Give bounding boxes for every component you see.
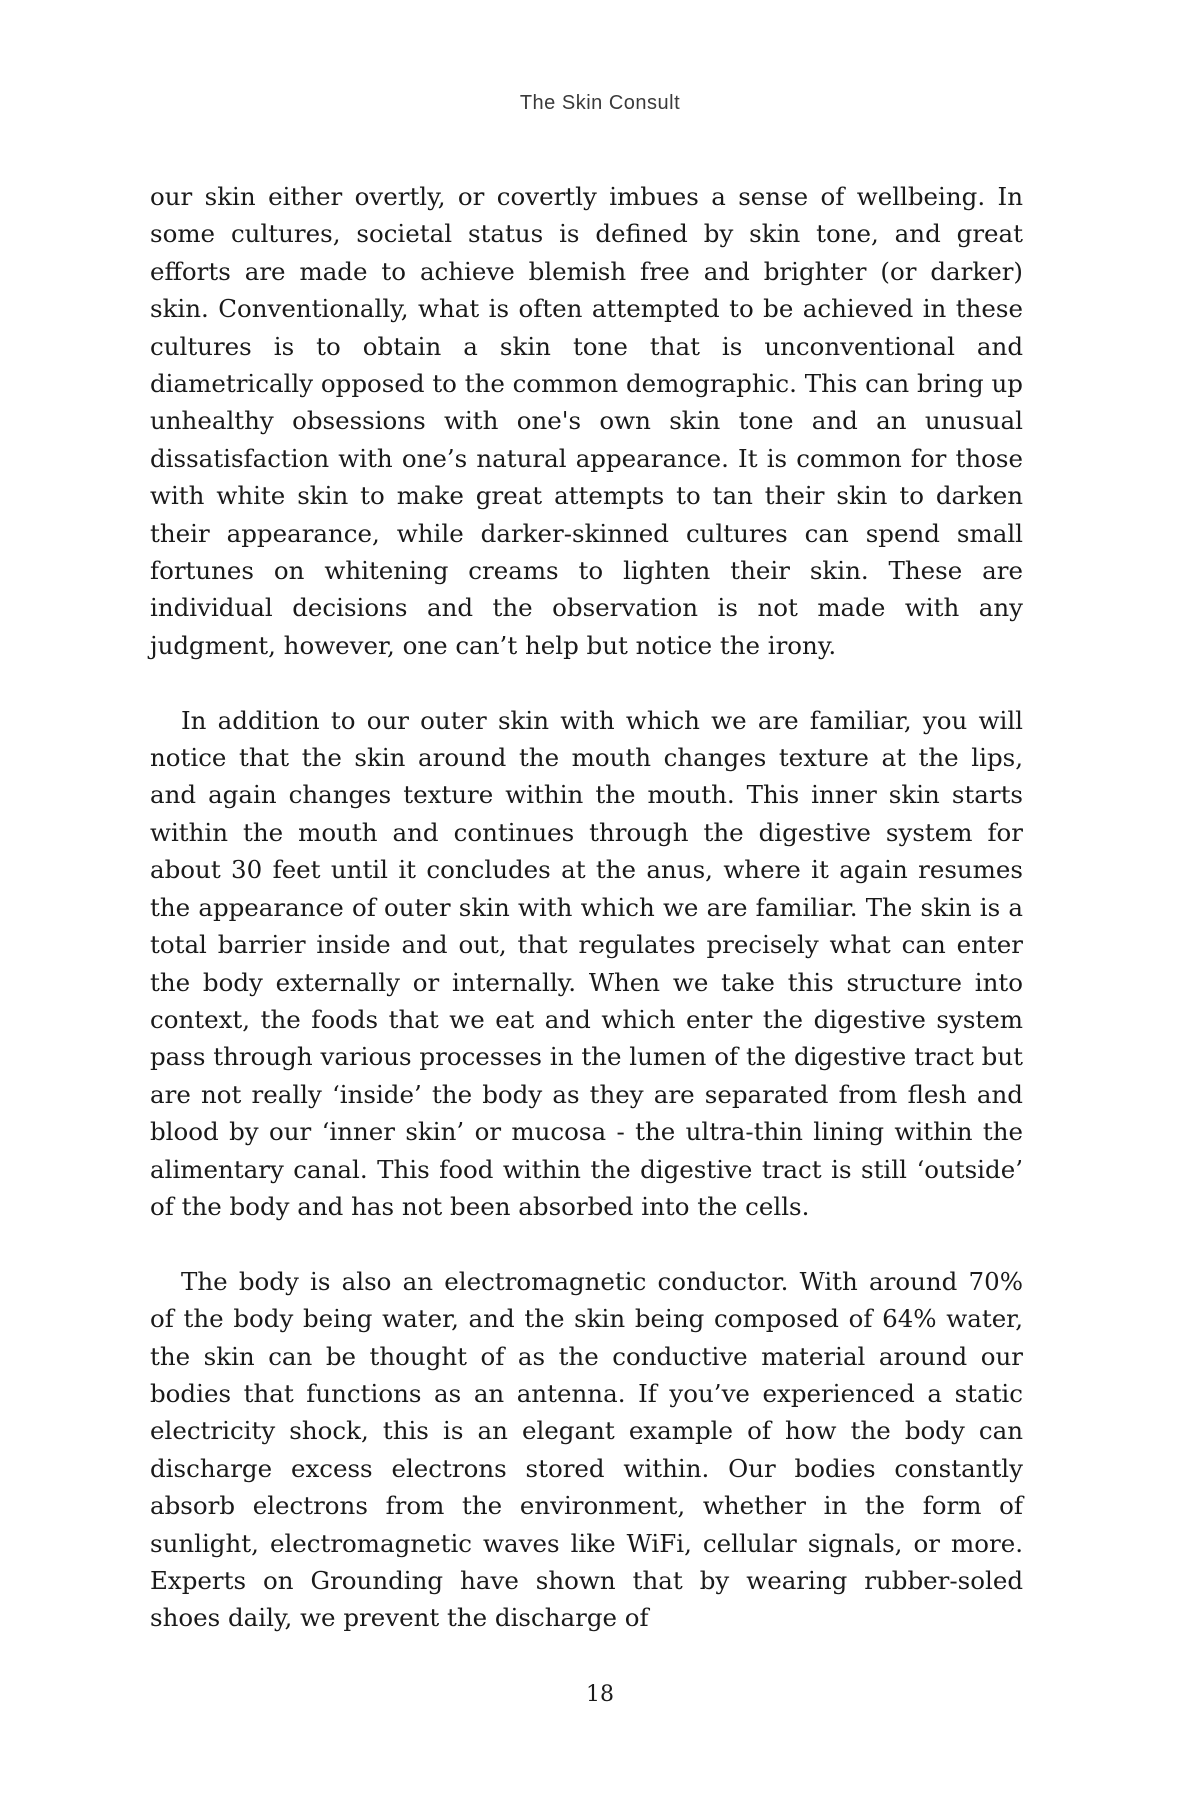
paragraph-inner-skin: In addition to our outer skin with which we are familiar, you will notice that the skin around the mouth changes texture at the lips, and again changes texture within the mouth. This inner skin starts within the mouth and continues through the digestive system for about 30 feet until it concludes at the anus, where it again resumes the appearance of outer skin with which we are familiar. The skin is a total barrier inside and out, that regulates precisely what can enter the body externally or internally. When we take this structure into context, the foods that we eat and which enter the digestive system pass through various processes in the lumen of the digestive tract but are not really ‘inside’ the body as they are separated from flesh and blood by our ‘inner skin’ or mucosa - the ultra-thin lining within the alimentary canal. This food within the digestive tract is still ‘outside’ of the body and has not been absorbed into the cells. — [150, 705, 1023, 1221]
paragraph-continued: our skin either overtly, or covertly imbues a sense of wellbeing. In some cultures, societal status is defined by skin tone, and great efforts are made to achieve blemish free and brighter (or darker) skin. Conventionally, what is often attempted to be achieved in these cultures is to obtain a skin tone that is unconventional and diametrically opposed to the common demographic. This can bring up unhealthy obsessions with one's own skin tone and an unusual dissatisfaction with one’s natural appearance. It is common for those with white skin to make great attempts to tan their skin to darken their appearance, while darker-skinned cultures can spend small fortunes on whitening creams to lighten their skin. These are individual decisions and the observation is not made with any judgment, however, one can’t help but notice the irony. — [150, 182, 1023, 660]
running-header-title: The Skin Consult — [519, 92, 681, 114]
body-text — [150, 178, 1023, 1637]
page-number: 18 — [586, 1682, 614, 1707]
paragraph-electromagnetic: The body is also an electromagnetic conductor. With around 70% of the body being water, and the skin being composed of 64% water, the skin can be thought of as the conductive material around our bodies that functions as an antenna. If you’ve experienced a static electricity shock, this is an elegant example of how the body can discharge excess electrons stored within. Our bodies constantly absorb electrons from the environment, whether in the form of sunlight, electromagnetic waves like WiFi, cellular signals, or more. Experts on Grounding have shown that by wearing rubber-soled shoes daily, we prevent the discharge of — [150, 1266, 1023, 1633]
